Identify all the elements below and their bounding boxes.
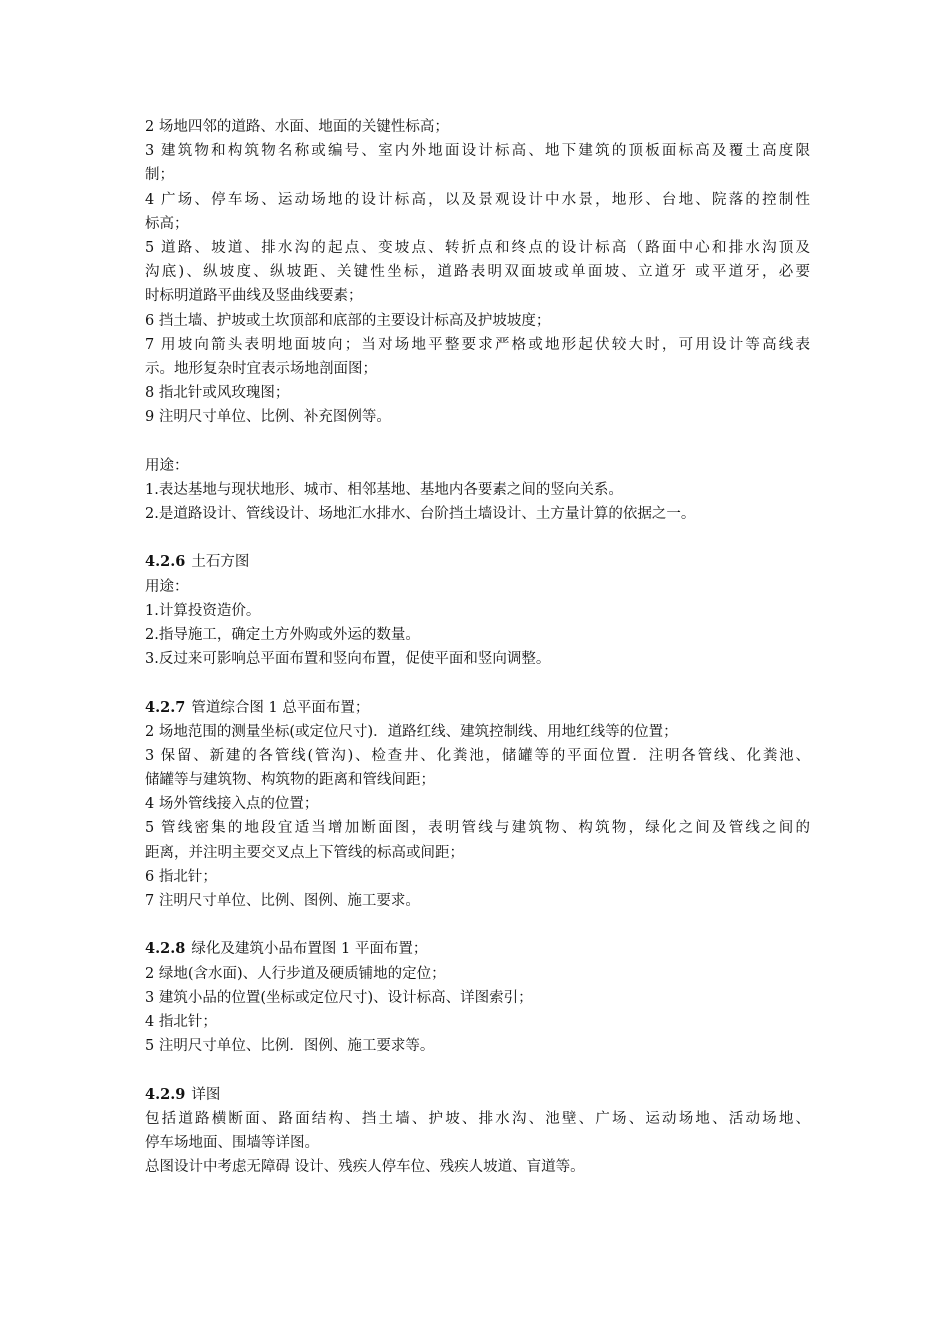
text-line: 制； — [145, 167, 174, 184]
text-line: 距离，并注明主要交叉点上下管线的标高或间距； — [145, 844, 464, 861]
section-title: 管道综合图 1 总平面布置； — [191, 699, 370, 716]
text-line: 4 广场、停车场、运动场地的设计标高，以及景观设计中水景，地形、台地、院落的控制性 — [145, 191, 810, 208]
text-line: 2.指导施工，确定土方外购或外运的数量。 — [145, 626, 420, 643]
text-line: 4 指北针； — [145, 1013, 217, 1030]
text-line: 2 场地四邻的道路、水面、地面的关键性标高； — [145, 119, 449, 135]
text-line: 4 场外管线接入点的位置； — [145, 796, 319, 813]
section-title: 详图 — [191, 1086, 221, 1103]
section-title: 绿化及建筑小品布置图 1 平面布置； — [191, 941, 428, 958]
text-line: 5 管线密集的地段宜适当增加断面图，表明管线与建筑物、构筑物，绿化之间及管线之间的 — [145, 820, 810, 837]
section-number: 4.2.7 — [145, 698, 186, 716]
section-number: 4.2.9 — [145, 1085, 186, 1103]
text-line: 3.反过来可影响总平面布置和竖向布置，促使平面和竖向调整。 — [145, 651, 551, 668]
section-4-2-6 — [145, 550, 810, 671]
requirements-list — [145, 115, 810, 429]
text-line: 9 注明尺寸单位、比例、补充图例等。 — [145, 409, 391, 426]
text-line: 包括道路横断面、路面结构、挡土墙、护坡、排水沟、池壁、广场、运动场地、活动场地、 — [145, 1110, 810, 1127]
text-line: 7 用坡向箭头表明地面坡向；当对场地平整要求严格或地形起伏较大时，可用设计等高线表 — [145, 336, 810, 353]
section-4-2-9 — [145, 1083, 810, 1180]
text-line: 示。地形复杂时宜表示场地剖面图； — [145, 360, 377, 377]
text-line: 2 绿地(含水面)、人行步道及硬质铺地的定位； — [145, 965, 446, 982]
text-line: 5 道路、坡道、排水沟的起点、变坡点、转折点和终点的设计标高（路面中心和排水沟顶及 — [145, 239, 810, 256]
text-line: 3 保留、新建的各管线(管沟)、检查井、化粪池，储罐等的平面位置．注明各管线、化粪池、 — [145, 747, 810, 764]
section-4-2-7 — [145, 696, 810, 914]
text-line: 3 建筑物和构筑物名称或编号、室内外地面设计标高、地下建筑的顶板面标高及覆土高度限 — [145, 143, 810, 160]
section-number: 4.2.6 — [145, 553, 186, 571]
section-4-2-8 — [145, 937, 810, 1058]
section-heading — [145, 550, 810, 574]
section-heading — [145, 696, 810, 720]
text-line: 储罐等与建筑物、构筑物的距离和管线间距； — [145, 772, 435, 789]
text-line: 6 指北针； — [145, 868, 217, 885]
text-line: 1.计算投资造价。 — [145, 602, 261, 619]
text-line: 时标明道路平曲线及竖曲线要素； — [145, 288, 363, 305]
text-line: 5 注明尺寸单位、比例．图例、施工要求等。 — [145, 1038, 435, 1055]
text-line: 用途： — [145, 457, 189, 474]
text-line: 沟底)、纵坡度、纵坡距、关键性坐标，道路表明双面坡或单面坡、立道牙 或平道牙，必要 — [145, 264, 810, 281]
section-number: 4.2.8 — [145, 940, 186, 958]
section-title: 土石方图 — [191, 554, 250, 571]
text-line: 2.是道路设计、管线设计、场地汇水排水、台阶挡土墙设计、土方量计算的依据之一。 — [145, 506, 696, 522]
text-line: 停车场地面、围墙等详图。 — [145, 1134, 319, 1151]
text-line: 8 指北针或风玫瑰图； — [145, 385, 290, 402]
document-page — [145, 115, 810, 1179]
text-line: 1.表达基地与现状地形、城市、相邻基地、基地内各要素之间的竖向关系。 — [145, 481, 623, 498]
text-line: 总图设计中考虑无障碍 设计、残疾人停车位、残疾人坡道、盲道等。 — [145, 1159, 585, 1176]
text-line: 6 挡土墙、护坡或土坎顶部和底部的主要设计标高及护坡坡度； — [145, 312, 551, 329]
section-heading — [145, 937, 810, 961]
text-line: 2 场地范围的测量坐标(或定位尺寸)．道路红线、建筑控制线、用地红线等的位置； — [145, 723, 678, 740]
purpose-block — [145, 454, 810, 527]
text-line: 3 建筑小品的位置(坐标或定位尺寸)、设计标高、详图索引； — [145, 989, 533, 1006]
text-line: 标高； — [145, 215, 189, 232]
section-heading — [145, 1083, 810, 1107]
text-line: 7 注明尺寸单位、比例、图例、施工要求。 — [145, 893, 420, 909]
text-line: 用途： — [145, 578, 189, 595]
